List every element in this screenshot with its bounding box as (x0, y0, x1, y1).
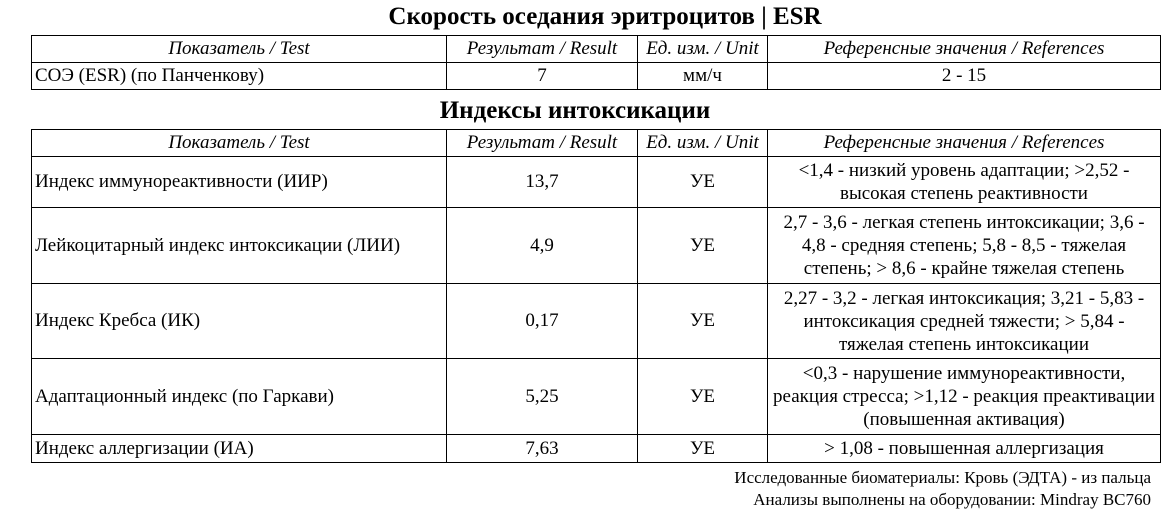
header-references: Референсные значения / References (768, 36, 1161, 63)
intoxication-indices-table (31, 129, 1161, 463)
test-reference: 2,27 - 3,2 - легкая интоксикация; 3,21 - 5,83 - интоксикация средней тяжести; > 5,84 - тяжелая степень интоксикации (768, 284, 1161, 359)
test-result: 0,17 (447, 284, 638, 359)
test-unit: УЕ (638, 208, 768, 284)
header-test: Показатель / Test (32, 130, 447, 157)
header-unit: Ед. изм. / Unit (638, 36, 768, 63)
test-name: СОЭ (ESR) (по Панченкову) (32, 63, 447, 90)
header-references: Референсные значения / References (768, 130, 1161, 157)
test-reference: <0,3 - нарушение иммунореактивности, реакция стресса; >1,12 - реакция преактивации (повышенная активация) (768, 359, 1161, 435)
test-result: 7 (447, 63, 638, 90)
test-unit: УЕ (638, 157, 768, 208)
header-unit: Ед. изм. / Unit (638, 130, 768, 157)
table-row (32, 63, 1161, 90)
test-result: 5,25 (447, 359, 638, 435)
test-name: Индекс аллергизации (ИА) (32, 435, 447, 463)
test-reference: 2,7 - 3,6 - легкая степень интоксикации; 3,6 - 4,8 - средняя степень; 5,8 - 8,5 - тяжелая степень; > 8,6 - крайне тяжелая степень (768, 208, 1161, 284)
table-header-row (32, 130, 1161, 157)
intoxication-section-title: Индексы интоксикации (439, 97, 711, 124)
equipment-note: Анализы выполнены на оборудовании: Mindray BC760 (753, 490, 1151, 509)
table-row (32, 435, 1161, 463)
header-test: Показатель / Test (32, 36, 447, 63)
esr-section-title: Скорость оседания эритроцитов | ESR (388, 3, 822, 30)
header-result: Результат / Result (447, 36, 638, 63)
table-header-row (32, 36, 1161, 63)
test-result: 4,9 (447, 208, 638, 284)
esr-results-table (31, 35, 1161, 90)
test-unit: УЕ (638, 359, 768, 435)
table-row (32, 208, 1161, 284)
header-result: Результат / Result (447, 130, 638, 157)
test-result: 13,7 (447, 157, 638, 208)
table-row (32, 157, 1161, 208)
test-name: Лейкоцитарный индекс интоксикации (ЛИИ) (32, 208, 447, 284)
test-unit: УЕ (638, 284, 768, 359)
table-row (32, 359, 1161, 435)
test-result: 7,63 (447, 435, 638, 463)
biomaterial-note: Исследованные биоматериалы: Кровь (ЭДТА) - из пальца (734, 468, 1151, 487)
test-name: Адаптационный индекс (по Гаркави) (32, 359, 447, 435)
table-row (32, 284, 1161, 359)
test-reference: > 1,08 - повышенная аллергизация (768, 435, 1161, 463)
test-name: Индекс Кребса (ИК) (32, 284, 447, 359)
test-reference: 2 - 15 (768, 63, 1161, 90)
test-name: Индекс иммунореактивности (ИИР) (32, 157, 447, 208)
test-reference: <1,4 - низкий уровень адаптации; >2,52 - высокая степень реактивности (768, 157, 1161, 208)
test-unit: мм/ч (638, 63, 768, 90)
test-unit: УЕ (638, 435, 768, 463)
